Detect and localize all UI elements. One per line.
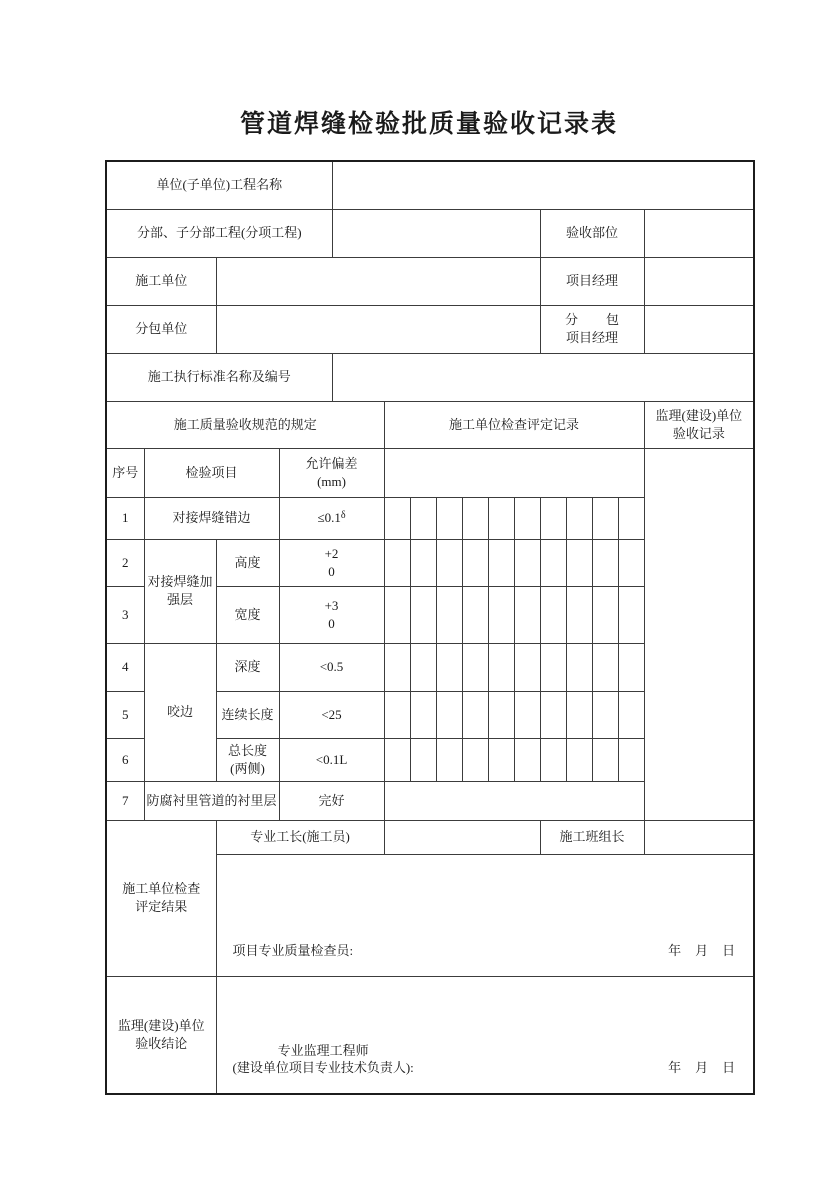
grid-cell[interactable] [410, 497, 436, 539]
grid-cell[interactable] [410, 691, 436, 738]
foreman-label: 专业工长(施工员) [216, 820, 384, 854]
item-tolerance: +3 0 [279, 586, 384, 643]
table-row [106, 820, 754, 854]
grid-cell[interactable] [384, 738, 410, 781]
grid-cell[interactable] [514, 497, 540, 539]
subcontract-pm-value[interactable] [644, 305, 754, 353]
grid-cell[interactable] [618, 738, 644, 781]
item-tolerance: <25 [279, 691, 384, 738]
subcontract-pm-label: 分 包 项目经理 [540, 305, 644, 353]
date-fields [668, 1059, 735, 1077]
date-year: 年 [668, 1060, 682, 1076]
grid-cell[interactable] [566, 586, 592, 643]
grid-cell[interactable] [514, 643, 540, 691]
page-title: 管道焊缝检验批质量验收记录表 [239, 111, 618, 138]
table-row [106, 401, 754, 448]
item-name: 对接焊缝错边 [144, 497, 279, 539]
supervisor-conclusion-label: 监理(建设)单位 验收结论 [106, 976, 216, 1094]
standard-value[interactable] [332, 353, 754, 401]
item-tolerance: $\le 0.1^\delta$ [279, 497, 384, 539]
date-day: 日 [722, 1060, 736, 1076]
grid-cell[interactable] [566, 691, 592, 738]
supervisor-sign-label: 专业监理工程师 (建设单位项目专业技术负责人): [232, 1042, 414, 1076]
division-project-value[interactable] [332, 209, 540, 257]
supervisor-conclusion-area[interactable] [216, 976, 754, 1094]
grid-cell[interactable] [592, 691, 618, 738]
grid-cell[interactable] [410, 586, 436, 643]
grid-cell[interactable] [436, 586, 462, 643]
team-leader-value[interactable] [644, 820, 754, 854]
grid-cell[interactable] [488, 691, 514, 738]
grid-cell[interactable] [592, 539, 618, 586]
unit-project-label: 单位(子单位)工程名称 [106, 161, 332, 209]
grid-cell[interactable] [488, 586, 514, 643]
contractor-result-area[interactable] [216, 854, 754, 976]
table-row [106, 353, 754, 401]
item-no: 5 [106, 691, 144, 738]
table-row [106, 305, 754, 353]
construction-unit-value[interactable] [216, 257, 540, 305]
check-record-blank[interactable] [384, 781, 644, 820]
project-manager-label: 项目经理 [540, 257, 644, 305]
grid-cell[interactable] [540, 539, 566, 586]
grid-cell[interactable] [514, 691, 540, 738]
acceptance-part-label: 验收部位 [540, 209, 644, 257]
grid-cell[interactable] [488, 497, 514, 539]
item-tolerance: <0.5 [279, 643, 384, 691]
inspector-sign-label: 项目专业质量检查员: [232, 942, 354, 958]
grid-cell[interactable] [384, 497, 410, 539]
item-no: 6 [106, 738, 144, 781]
check-record-blank[interactable] [384, 448, 644, 497]
item-header: 检验项目 [144, 448, 279, 497]
acceptance-record-table [105, 160, 755, 1095]
date-fields [668, 942, 735, 960]
item-tolerance: <0.1L [279, 738, 384, 781]
grid-cell[interactable] [462, 497, 488, 539]
item-name: 深度 [216, 643, 279, 691]
team-leader-label: 施工班组长 [540, 820, 644, 854]
grid-cell[interactable] [514, 586, 540, 643]
grid-cell[interactable] [540, 497, 566, 539]
grid-cell[interactable] [384, 586, 410, 643]
grid-cell[interactable] [436, 497, 462, 539]
grid-cell[interactable] [410, 643, 436, 691]
contractor-result-label: 施工单位检查 评定结果 [106, 820, 216, 976]
item-group: 对接焊缝加强层 [144, 539, 216, 643]
grid-cell[interactable] [592, 586, 618, 643]
grid-cell[interactable] [592, 497, 618, 539]
item-name: 高度 [216, 539, 279, 586]
supervisor-record-header: 监理(建设)单位 验收记录 [644, 401, 754, 448]
contractor-check-header: 施工单位检查评定记录 [384, 401, 644, 448]
item-group: 咬边 [144, 643, 216, 781]
construction-unit-label: 施工单位 [106, 257, 216, 305]
spec-rules-header: 施工质量验收规范的规定 [106, 401, 384, 448]
table-row [106, 161, 754, 209]
grid-cell[interactable] [566, 643, 592, 691]
date-year: 年 [668, 942, 682, 958]
grid-cell[interactable] [462, 643, 488, 691]
foreman-value[interactable] [384, 820, 540, 854]
grid-cell[interactable] [540, 586, 566, 643]
date-month: 月 [695, 1060, 709, 1076]
supervisor-record-area[interactable] [644, 448, 754, 820]
grid-cell[interactable] [566, 497, 592, 539]
grid-cell[interactable] [514, 738, 540, 781]
date-month: 月 [695, 942, 709, 958]
seq-header: 序号 [106, 448, 144, 497]
grid-cell[interactable] [462, 586, 488, 643]
grid-cell[interactable] [384, 691, 410, 738]
unit-project-value[interactable] [332, 161, 754, 209]
grid-cell[interactable] [410, 539, 436, 586]
grid-cell[interactable] [540, 738, 566, 781]
item-no: 4 [106, 643, 144, 691]
grid-cell[interactable] [462, 691, 488, 738]
item-no: 1 [106, 497, 144, 539]
division-project-label: 分部、子分部工程(分项工程) [106, 209, 332, 257]
project-manager-value[interactable] [644, 257, 754, 305]
grid-cell[interactable] [462, 738, 488, 781]
grid-cell[interactable] [618, 643, 644, 691]
item-name: 总长度 (两侧) [216, 738, 279, 781]
grid-cell[interactable] [540, 691, 566, 738]
grid-cell[interactable] [436, 738, 462, 781]
grid-cell[interactable] [384, 643, 410, 691]
grid-cell[interactable] [436, 691, 462, 738]
grid-cell[interactable] [488, 539, 514, 586]
subcontractor-label: 分包单位 [106, 305, 216, 353]
grid-cell[interactable] [566, 738, 592, 781]
grid-cell[interactable] [514, 539, 540, 586]
tolerance-header: 允许偏差 (mm) [279, 448, 384, 497]
grid-cell[interactable] [618, 497, 644, 539]
item-no: 7 [106, 781, 144, 820]
item-no: 3 [106, 586, 144, 643]
item-tolerance: +2 0 [279, 539, 384, 586]
grid-cell[interactable] [410, 738, 436, 781]
grid-cell[interactable] [384, 539, 410, 586]
item-name: 防腐衬里管道的衬里层 [144, 781, 279, 820]
grid-cell[interactable] [488, 643, 514, 691]
item-name: 宽度 [216, 586, 279, 643]
grid-cell[interactable] [462, 539, 488, 586]
grid-cell[interactable] [566, 539, 592, 586]
item-no: 2 [106, 539, 144, 586]
subcontractor-value[interactable] [216, 305, 540, 353]
grid-cell[interactable] [592, 738, 618, 781]
date-day: 日 [722, 942, 736, 958]
grid-cell[interactable] [540, 643, 566, 691]
grid-cell[interactable] [618, 586, 644, 643]
table-row [106, 209, 754, 257]
acceptance-part-value[interactable] [644, 209, 754, 257]
table-row [106, 976, 754, 1094]
table-row [106, 448, 754, 497]
standard-label: 施工执行标准名称及编号 [106, 353, 332, 401]
grid-cell[interactable] [488, 738, 514, 781]
grid-cell[interactable] [436, 539, 462, 586]
table-row [106, 257, 754, 305]
grid-cell[interactable] [436, 643, 462, 691]
grid-cell[interactable] [618, 691, 644, 738]
item-name: 连续长度 [216, 691, 279, 738]
item-tolerance: 完好 [279, 781, 384, 820]
grid-cell[interactable] [592, 643, 618, 691]
grid-cell[interactable] [618, 539, 644, 586]
